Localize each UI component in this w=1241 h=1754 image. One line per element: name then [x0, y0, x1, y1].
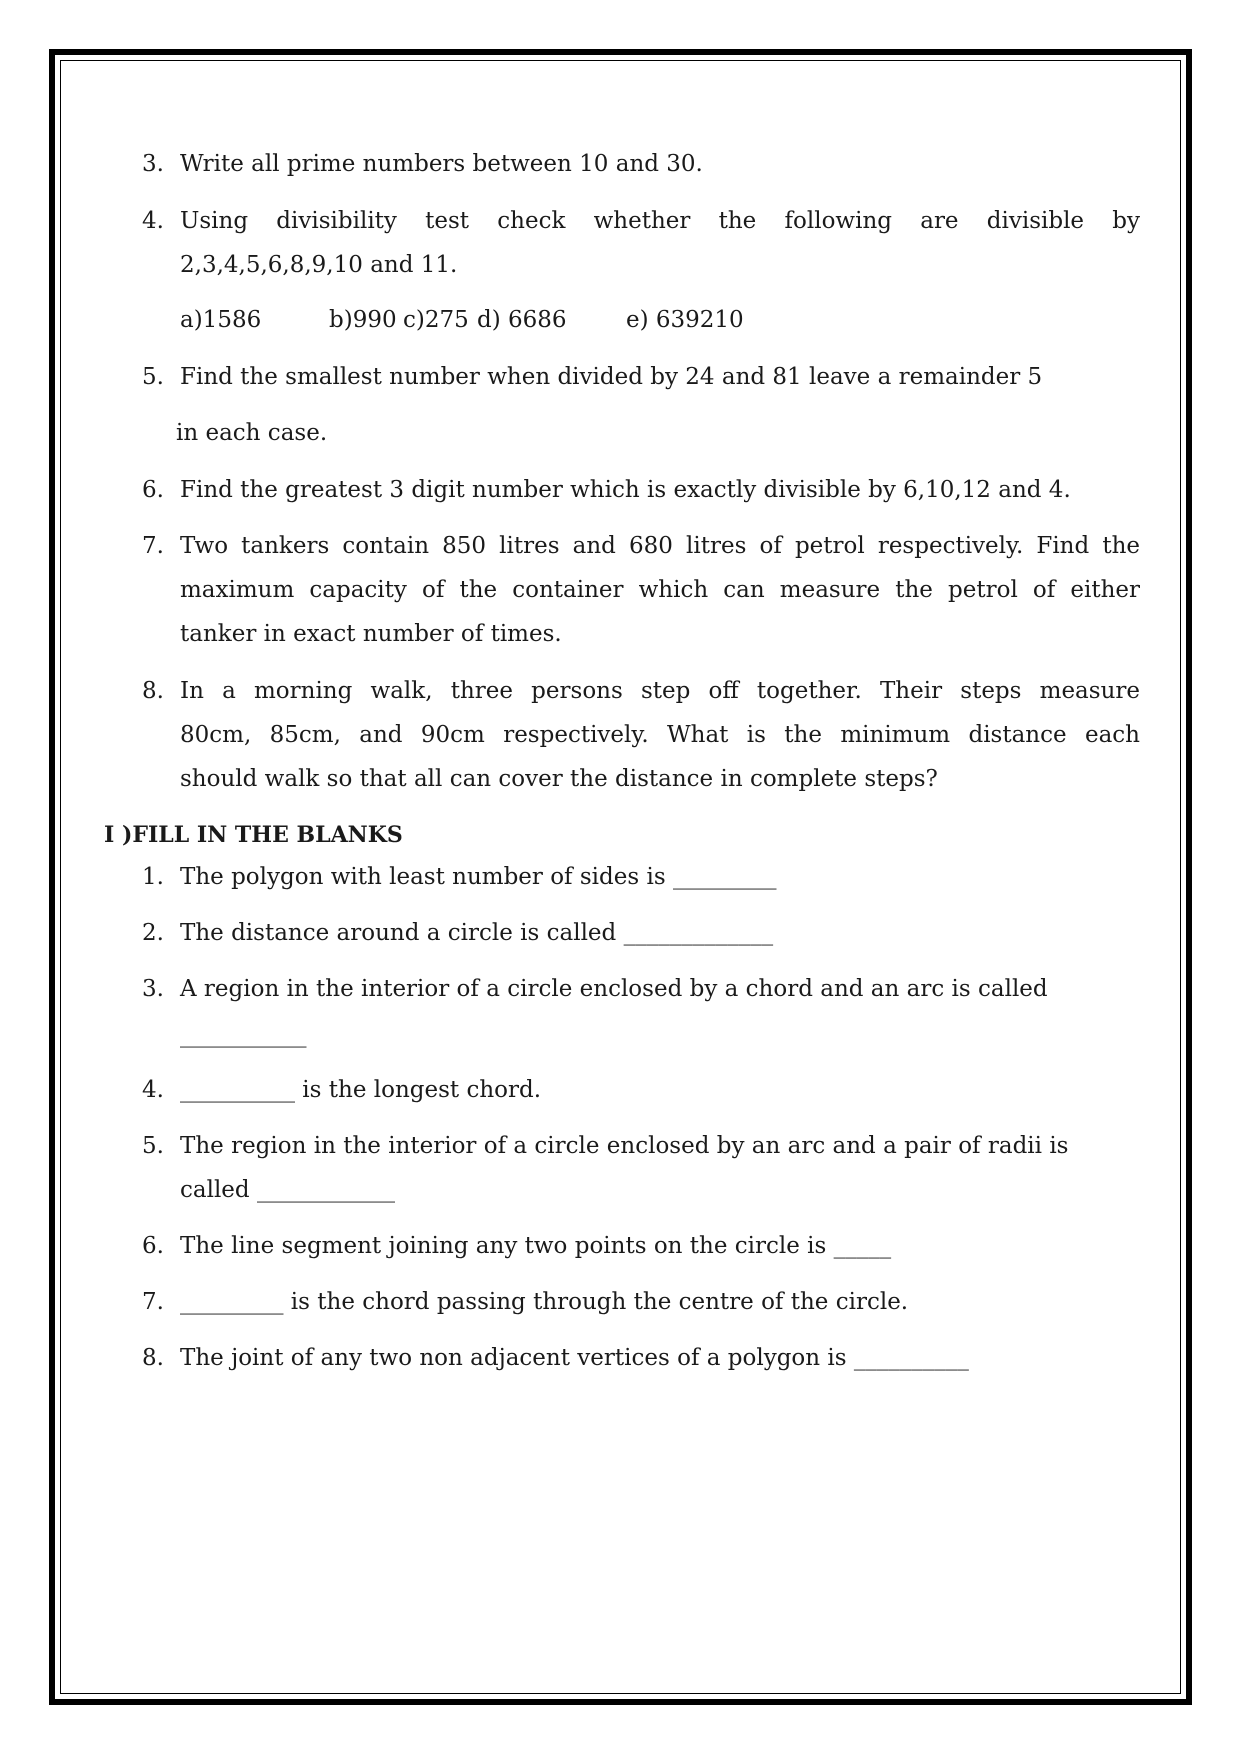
option-d: d) 6686 — [477, 307, 567, 333]
question-text: Using divisibility test check whether the following are divisible by — [180, 208, 1140, 234]
question-number: 5. — [142, 364, 164, 390]
question-text-continued: maximum capacity of the container which can measure the petrol of either — [180, 577, 1140, 603]
blank-text: The distance around a circle is called _____________ — [180, 920, 774, 946]
option-a: a)1586 — [180, 307, 262, 333]
question-text: Two tankers contain 850 litres and 680 litres of petrol respectively. Find the — [180, 533, 1140, 559]
blank-text: The region in the interior of a circle enclosed by an arc and a pair of radii is — [180, 1133, 1069, 1159]
question-text-continued: 2,3,4,5,6,8,9,10 and 11. — [180, 252, 458, 278]
question-text: Write all prime numbers between 10 and 30. — [180, 151, 703, 177]
blank-number: 1. — [142, 864, 164, 890]
question-text: Find the smallest number when divided by 24 and 81 leave a remainder 5 — [180, 364, 1043, 390]
blank-text: __________ is the longest chord. — [180, 1077, 542, 1103]
question-text-continued: tanker in exact number of times. — [180, 621, 562, 647]
option-c: c)275 — [403, 307, 469, 333]
blank-number: 5. — [142, 1133, 164, 1159]
blank-text: A region in the interior of a circle enclosed by a chord and an arc is called — [180, 976, 1048, 1002]
question-number: 7. — [142, 533, 164, 559]
question-text-continued: 80cm, 85cm, and 90cm respectively. What is the minimum distance each — [180, 722, 1140, 748]
question-text: In a morning walk, three persons step off together. Their steps measure — [180, 678, 1140, 704]
blank-text-continued: ___________ — [180, 1022, 307, 1048]
question-number: 4. — [142, 208, 164, 234]
question-number: 8. — [142, 678, 164, 704]
blank-number: 3. — [142, 976, 164, 1002]
blank-number: 8. — [142, 1345, 164, 1371]
question-text: Find the greatest 3 digit number which is exactly divisible by 6,10,12 and 4. — [180, 477, 1071, 503]
option-b: b)990 — [329, 307, 397, 333]
blank-text-continued: called ____________ — [180, 1177, 395, 1203]
blank-text: The line segment joining any two points on the circle is _____ — [180, 1233, 892, 1259]
option-e: e) 639210 — [626, 307, 744, 333]
blank-text: The polygon with least number of sides is _________ — [180, 864, 777, 890]
section-heading: I )FILL IN THE BLANKS — [104, 822, 403, 848]
question-text-continued: should walk so that all can cover the distance in complete steps? — [180, 766, 938, 792]
blank-number: 7. — [142, 1289, 164, 1315]
question-number: 3. — [142, 151, 164, 177]
blank-text: _________ is the chord passing through the centre of the circle. — [180, 1289, 909, 1315]
blank-number: 4. — [142, 1077, 164, 1103]
blank-text: The joint of any two non adjacent vertices of a polygon is __________ — [180, 1345, 969, 1371]
blank-number: 6. — [142, 1233, 164, 1259]
blank-number: 2. — [142, 920, 164, 946]
question-number: 6. — [142, 477, 164, 503]
question-text-continued: in each case. — [176, 420, 328, 446]
